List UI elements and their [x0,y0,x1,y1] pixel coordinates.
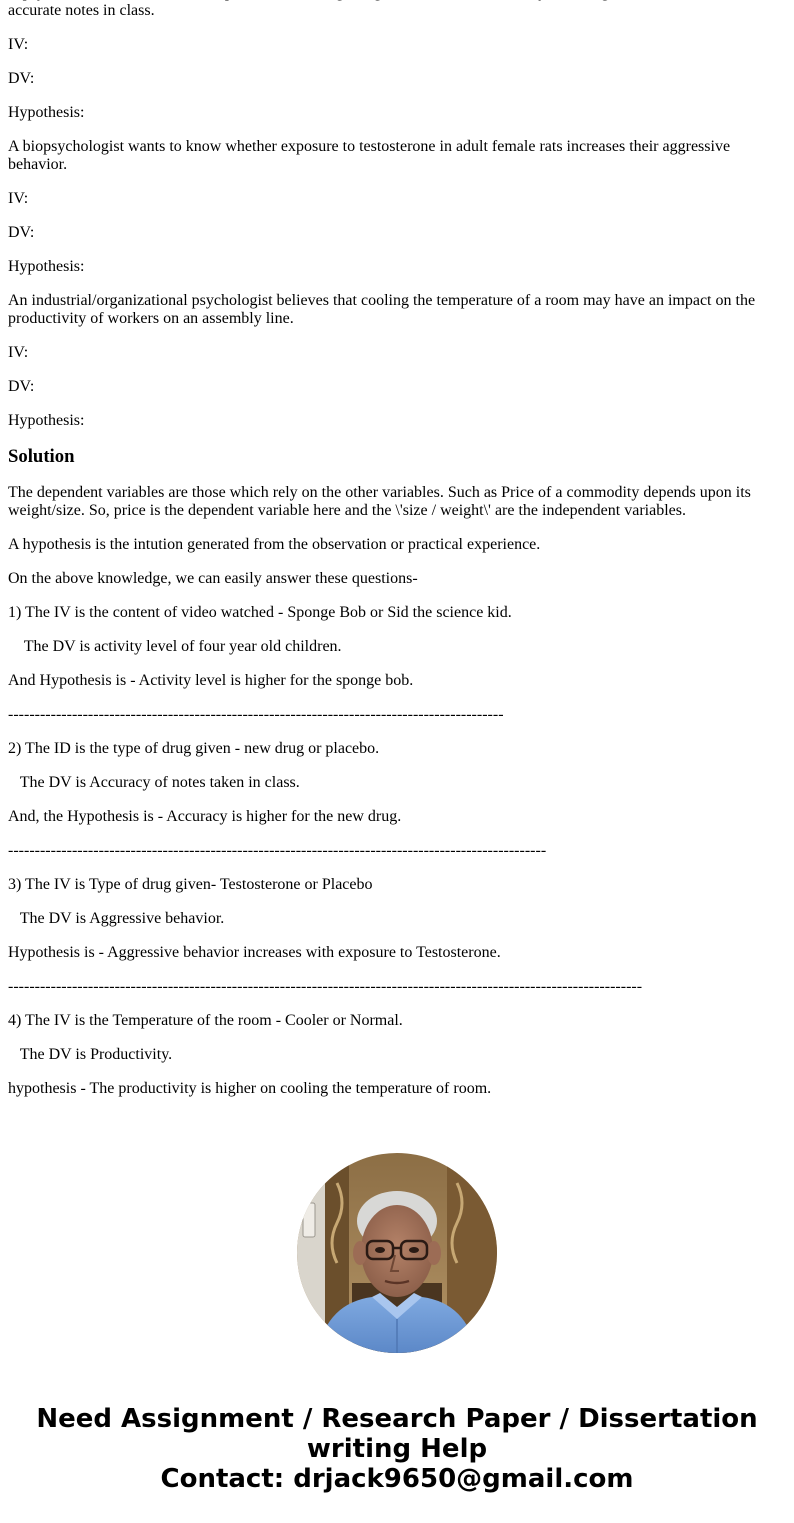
promo-contact: Contact: drjack9650@gmail.com [160,1464,634,1494]
solution-paragraph-2: A hypothesis is the intution generated from the observation or practical experience. [8,536,541,553]
solution-heading: Solution [8,446,75,467]
answer-2-hypothesis: And, the Hypothesis is - Accuracy is higher for the new drug. [8,808,402,825]
question-2-hypothesis: Hypothesis: [8,104,85,121]
separator-1: --------------------------------------------------------------------------------------------- [8,706,504,723]
question-3-iv: IV: [8,190,29,207]
answer-4-hypothesis: hypothesis - The productivity is higher on cooling the temperature of room. [8,1080,492,1097]
question-4-iv: IV: [8,344,29,361]
answer-4-iv: 4) The IV is the Temperature of the room - Cooler or Normal. [8,1012,403,1029]
answer-1-hypothesis: And Hypothesis is - Activity level is higher for the sponge bob. [8,672,414,689]
answer-4-dv: The DV is Productivity. [8,1046,173,1063]
question-2-iv: IV: [8,36,29,53]
question-3-dv: DV: [8,224,35,241]
question-3-hypothesis: Hypothesis: [8,258,85,275]
separator-3: ----------------------------------------------------------------------------------------------------------------------- [8,978,643,995]
answer-1-iv: 1) The IV is the content of video watched - Sponge Bob or Sid the science kid. [8,604,512,621]
answer-2-dv: The DV is Accuracy of notes taken in class. [8,774,300,791]
question-3-text: A biopsychologist wants to know whether exposure to testosterone in adult female rats increases their aggressive behavior. [8,138,731,173]
question-2-text: accurate notes in class. [8,2,155,19]
document-body [8,0,786,1114]
solution-paragraph-1: The dependent variables are those which rely on the other variables. Such as Price of a commodity depends upon its weight/size. So, price is the dependent variable here and the \'size / weight\' are the independent variables. [8,484,751,519]
answer-1-dv: The DV is activity level of four year old children. [8,638,342,655]
question-4-hypothesis: Hypothesis: [8,412,85,429]
solution-paragraph-3: On the above knowledge, we can easily answer these questions- [8,570,418,587]
question-2-dv: DV: [8,70,35,87]
answer-3-iv: 3) The IV is Type of drug given- Testosterone or Placebo [8,876,373,893]
promo-banner [0,1404,794,1494]
author-avatar [297,1153,497,1353]
promo-headline: Need Assignment / Research Paper / Dissertation writing Help [36,1404,758,1464]
separator-2: ----------------------------------------------------------------------------------------------------- [8,842,547,859]
question-4-dv: DV: [8,378,35,395]
question-4-text: An industrial/organizational psychologist believes that cooling the temperature of a room may have an impact on the productivity of workers on an assembly line. [8,292,756,327]
answer-3-dv: The DV is Aggressive behavior. [8,910,225,927]
answer-2-iv: 2) The ID is the type of drug given - new drug or placebo. [8,740,380,757]
answer-3-hypothesis: Hypothesis is - Aggressive behavior increases with exposure to Testosterone. [8,944,501,961]
author-portrait-image [297,1153,497,1353]
